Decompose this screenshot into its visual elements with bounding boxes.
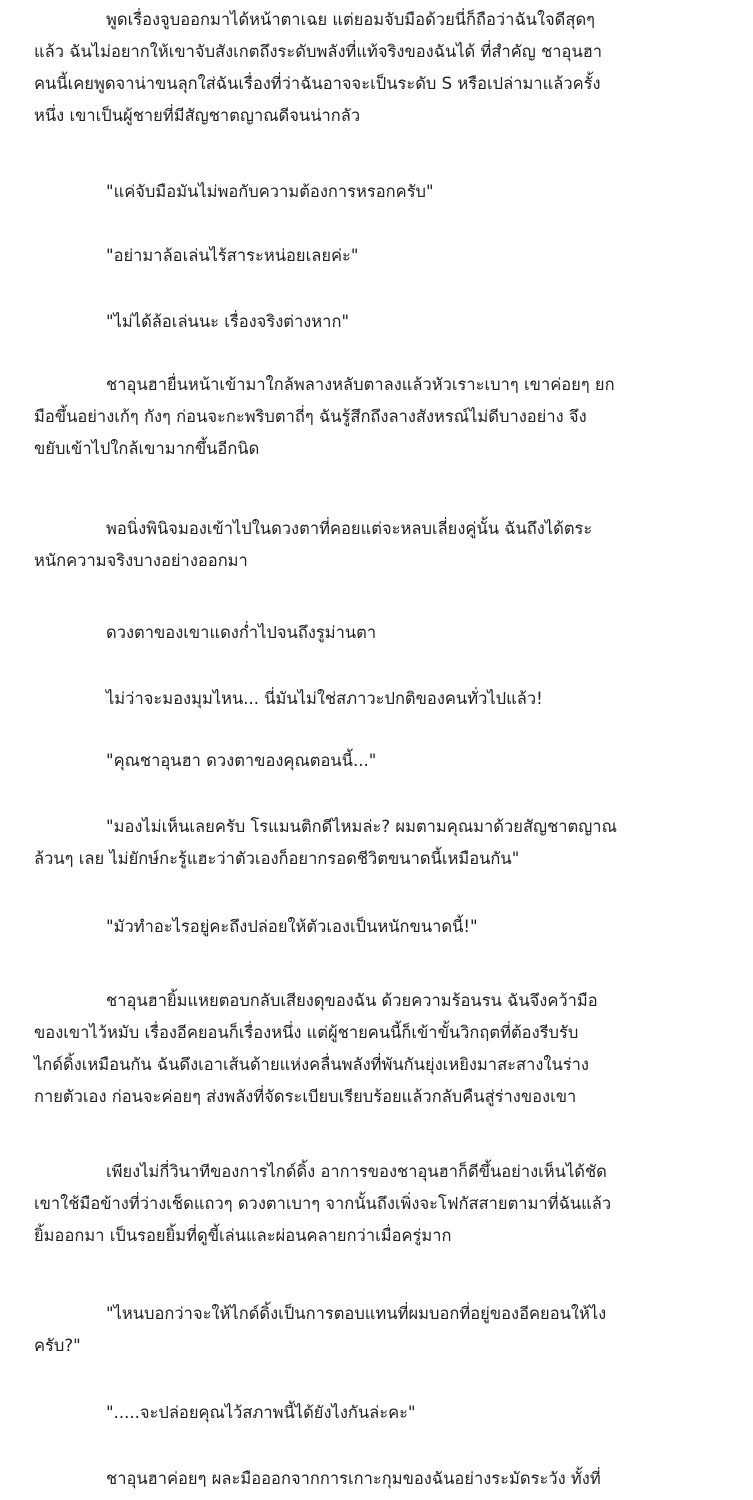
text-line: หนึ่ง เขาเป็นผู้ชายที่มีสัญชาตญาณดีจนน่ากลัว — [34, 106, 361, 125]
text-line: ไกด์ดิ้งเหมือนกัน ฉันดึงเอาเส้นด้ายแห่งคลื่นพลังที่พันกันยุ่งเหยิงมาสะสางในร่าง — [34, 1055, 589, 1074]
text-line: "คุณชาอุนฮา ดวงตาของคุณตอนนี้..." — [106, 751, 377, 770]
paragraph-14 — [34, 1298, 724, 1362]
paragraph-4 — [34, 306, 724, 338]
paragraph-12 — [34, 985, 724, 1113]
text-line: ชาอุนฮายื่นหน้าเข้ามาใกล้พลางหลับตาลงแล้วหัวเราะเบาๆ เขาค่อยๆ ยก — [106, 375, 615, 394]
text-line: ขยับเข้าไปใกล้เขามากขึ้นอีกนิด — [34, 439, 260, 458]
text-line: "มัวทำอะไรอยู่คะถึงปล่อยให้ตัวเองเป็นหนักขนาดนี้!" — [106, 917, 478, 936]
paragraph-10 — [34, 811, 724, 875]
text-line: ยิ้มออกมา เป็นรอยยิ้มที่ดูขี้เล่นและผ่อนคลายกว่าเมื่อครู่มาก — [34, 1226, 452, 1245]
text-line: ดวงตาของเขาแดงก่ำไปจนถึงรูม่านตา — [106, 623, 377, 642]
paragraph-5 — [34, 369, 724, 465]
text-line: ไม่ว่าจะมองมุมไหน... นี่มันไม่ใช่สภาวะปกติของคนทั่วไปแล้ว! — [106, 689, 543, 708]
paragraph-7 — [34, 617, 724, 649]
text-line: ครับ?" — [34, 1336, 81, 1355]
paragraph-2 — [34, 176, 724, 208]
text-line: "ไหนบอกว่าจะให้ไกด์ดิ้งเป็นการตอบแทนที่ผมบอกที่อยู่ของอีคยอนให้ไง — [106, 1304, 607, 1323]
text-line: "อย่ามาล้อเล่นไร้สาระหน่อยเลยค่ะ" — [106, 246, 359, 265]
paragraph-13 — [34, 1156, 724, 1252]
text-line: ชาอุนฮายิ้มแหยตอบกลับเสียงดุของฉัน ด้วยความร้อนรน ฉันจึงคว้ามือ — [106, 991, 598, 1010]
text-line: ชาอุนฮาค่อยๆ ผละมือออกจากการเกาะกุมของฉันอย่างระมัดระวัง ทั้งที่ — [106, 1469, 601, 1488]
text-line: พอนิ่งพินิจมองเข้าไปในดวงตาที่คอยแต่จะหลบเลี่ยงคู่นั้น ฉันถึงได้ตระ — [106, 519, 593, 538]
text-line: "มองไม่เห็นเลยครับ โรแมนติกดีไหมล่ะ? ผมตามคุณมาด้วยสัญชาตญาณ — [106, 817, 617, 836]
text-line: มือขึ้นอย่างเก้ๆ กังๆ ก่อนจะกะพริบตาถี่ๆ ฉันรู้สึกถึงลางสังหรณ์ไม่ดีบางอย่าง จึง — [34, 407, 587, 426]
paragraph-8 — [34, 683, 724, 715]
text-line: แล้ว ฉันไม่อยากให้เขาจับสังเกตถึงระดับพลังที่แท้จริงของฉันได้ ที่สำคัญ ชาอุนฮา — [34, 42, 603, 61]
text-line: "แค่จับมือมันไม่พอกับความต้องการหรอกครับ" — [106, 182, 434, 201]
paragraph-1 — [34, 4, 724, 132]
text-line: ของเขาไว้หมับ เรื่องอีคยอนก็เรื่องหนึ่ง แต่ผู้ชายคนนี้ก็เข้าขั้นวิกฤตที่ต้องรีบรับ — [34, 1023, 579, 1042]
text-line: "ไม่ได้ล้อเล่นนะ เรื่องจริงต่างหาก" — [106, 312, 350, 331]
paragraph-3 — [34, 240, 724, 272]
text-line: ".....จะปล่อยคุณไว้สภาพนี้ได้ยังไงกันล่ะคะ" — [106, 1403, 416, 1422]
text-line: เพียงไม่กี่วินาทีของการไกด์ดิ้ง อาการของชาอุนฮาก็ดีขึ้นอย่างเห็นได้ชัด — [106, 1162, 607, 1181]
paragraph-11 — [34, 911, 724, 943]
text-line: คนนี้เคยพูดจาน่าขนลุกใส่ฉันเรื่องที่ว่าฉันอาจจะเป็นระดับ S หรือเปล่ามาแล้วครั้ง — [34, 74, 601, 93]
text-line: พูดเรื่องจูบออกมาได้หน้าตาเฉย แต่ยอมจับมือด้วยนี่ก็ถือว่าฉันใจดีสุดๆ — [106, 10, 596, 29]
text-line: เขาใช้มือข้างที่ว่างเช็ดแถวๆ ดวงตาเบาๆ จากนั้นถึงเพิ่งจะโฟกัสสายตามาที่ฉันแล้ว — [34, 1194, 612, 1213]
paragraph-9 — [34, 745, 724, 777]
paragraph-6 — [34, 513, 724, 577]
paragraph-16 — [34, 1463, 724, 1495]
text-line: กายตัวเอง ก่อนจะค่อยๆ ส่งพลังที่จัดระเบียบเรียบร้อยแล้วกลับคืนสู่ร่างของเขา — [34, 1087, 577, 1106]
paragraph-15 — [34, 1397, 724, 1429]
text-line: ล้วนๆ เลย ไม่ยักษ์กะรู้แฮะว่าตัวเองก็อยากรอดชีวิตขนาดนี้เหมือนกัน" — [34, 849, 520, 868]
text-line: หนักความจริงบางอย่างออกมา — [34, 551, 248, 570]
